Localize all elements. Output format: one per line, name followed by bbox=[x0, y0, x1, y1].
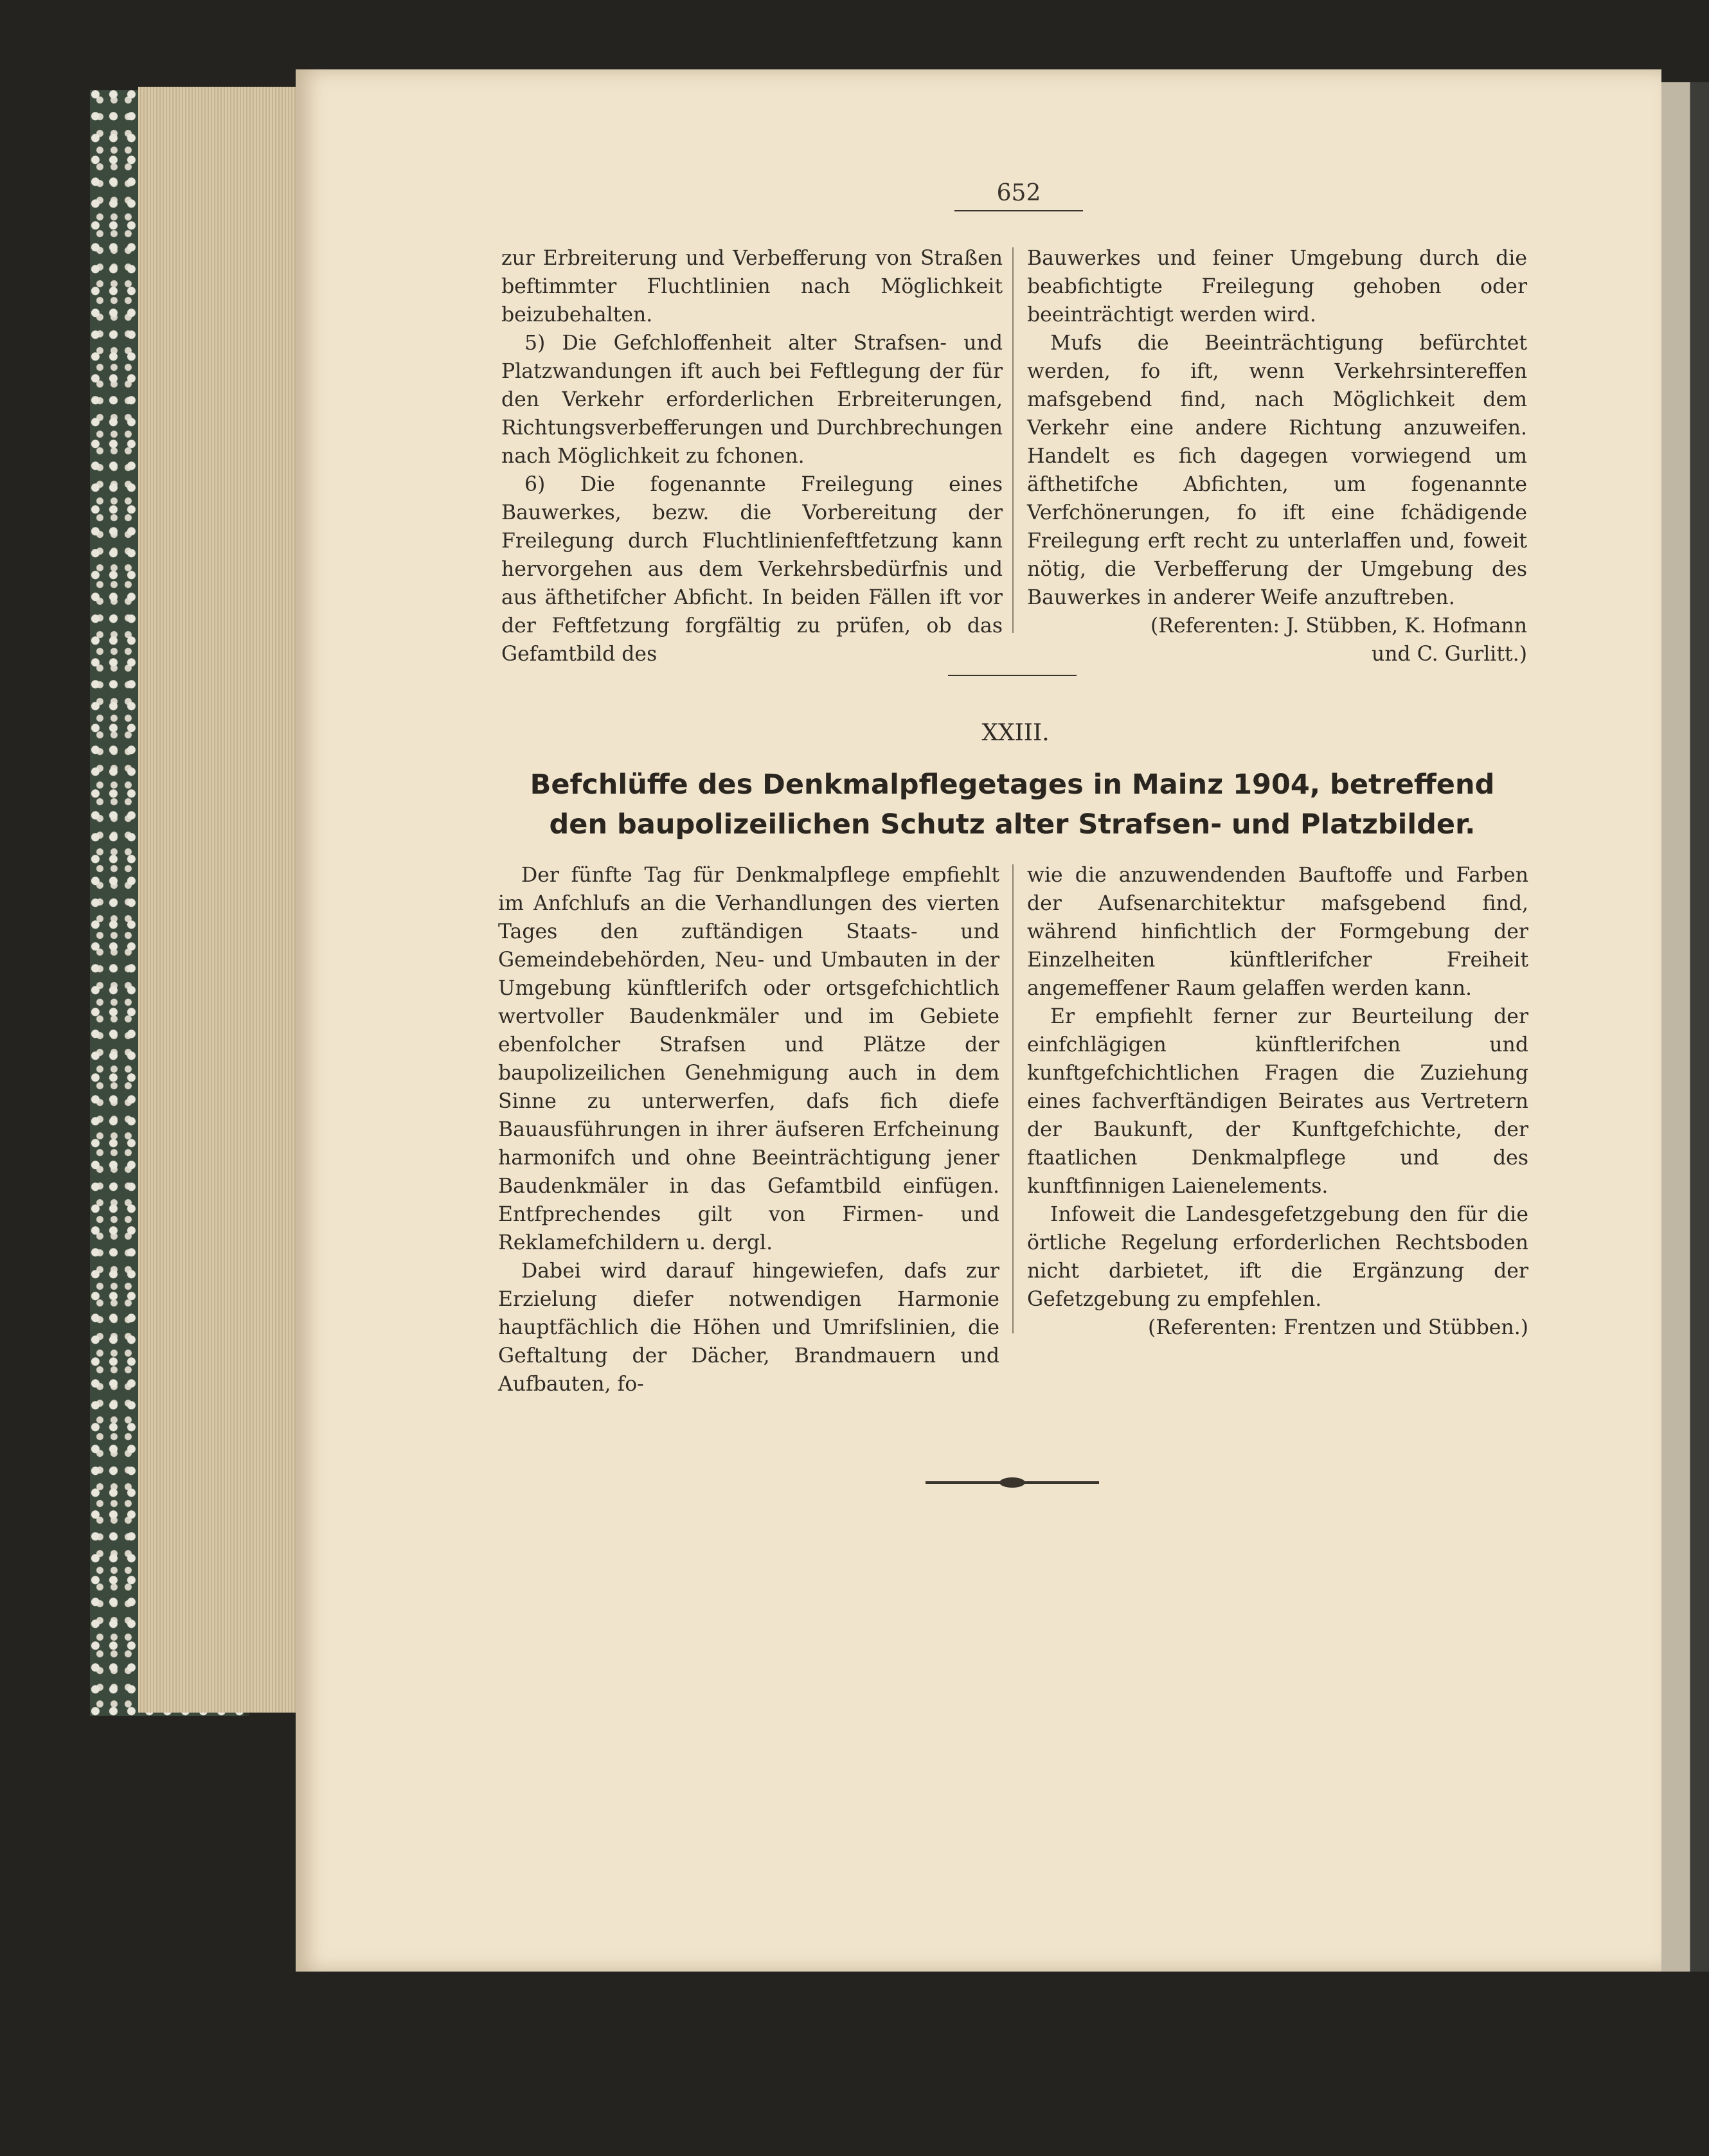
section-heading bbox=[488, 765, 1536, 844]
paragraph: 6) Die fogenannte Freilegung eines Bauwerkes, bezw. die Vorbereitung der Freilegung durch Fluchtlinienfeftfetzung kann hervorgehen aus dem Verkehrsbedürfnis und aus äfthetifcher Abficht. In beiden Fällen ift vor der Feftfetzung forgfältig zu prüfen, ob das Gefamtbild des bbox=[501, 473, 1003, 666]
page-number: 652 bbox=[954, 180, 1083, 211]
page-edges bbox=[138, 87, 299, 1713]
heading-line-1: Befchlüffe des Denkmalpflegetages in Mainz 1904, betreffend bbox=[530, 769, 1495, 801]
section-number: XXIII. bbox=[981, 720, 1050, 746]
paragraph: Bauwerkes und feiner Umgebung durch die beabfichtigte Freilegung gehoben oder beeinträchtigt werden wird. bbox=[1027, 247, 1527, 326]
column-divider bbox=[1012, 247, 1014, 633]
paragraph: und C. Gurlitt.) bbox=[1371, 643, 1527, 666]
column-3 bbox=[498, 861, 999, 1398]
column-1 bbox=[501, 244, 1003, 668]
column-2 bbox=[1027, 244, 1527, 668]
paragraph: wie die anzuwendenden Bauftoffe und Farben der Aufsenarchitektur mafsgebend find, während hinfichtlich der Formgebung der Einzelheiten künftlerifcher Freiheit angemeffener Raum gelaffen werden kann. bbox=[1027, 864, 1528, 1000]
paragraph: Der fünfte Tag für Denkmalpflege empfiehlt im Anfchlufs an die Verhandlungen des vierten Tages den zuftändigen Staats- und Gemeindebehörden, Neu- und Umbauten in der Umgebung künftlerifch oder ortsgefchichtlich wertvoller Baudenkmäler und im Gebiete ebenfolcher Strafsen und Plätze der baupolizeilichen Genehmigung auch in dem Sinne zu unterwerfen, dafs fich diefe Bauausführungen in ihrer äufseren Erfcheinung harmonifch und ohne Beeinträchtigung jener Baudenkmäler in das Gefamtbild einfügen. Entfprechendes gilt von Firmen- und Reklamefchildern u. dergl. bbox=[498, 864, 999, 1254]
paragraph: Er empfiehlt ferner zur Beurteilung der einfchlägigen künftlerifchen und kunftgefchichtlichen Fragen die Zuziehung eines fachverftändigen Beirates aus Vertretern der Baukunft, der Kunftgefchichte, der ftaatlichen Denkmalpflege und des kunftfinnigen Laienelements. bbox=[1027, 1005, 1528, 1198]
end-ornament bbox=[926, 1481, 1099, 1484]
facing-page-edge bbox=[1661, 82, 1709, 1972]
paragraph: (Referenten: Frentzen und Stübben.) bbox=[1147, 1316, 1528, 1339]
paragraph: Mufs die Beeinträchtigung befürchtet werden, fo ift, wenn Verkehrsintereffen mafsgebend find, nach Möglichkeit dem Verkehr eine andere Richtung anzuweifen. Handelt es fich dagegen vorwiegend um äfthetifche Abfichten, um fogenannte Verfchönerungen, fo ift eine fchädigende Freilegung erft recht zu unterlaffen und, foweit nötig, die Verbefferung der Umgebung des Bauwerkes in anderer Weife anzuftreben. bbox=[1027, 332, 1527, 609]
section-separator bbox=[948, 675, 1077, 676]
column-divider-2 bbox=[1012, 864, 1014, 1333]
paragraph: Infoweit die Landesgefetzgebung den für die örtliche Regelung erforderlichen Rechtsboden nicht darbietet, ift die Ergänzung der Gefetzgebung zu empfehlen. bbox=[1027, 1203, 1528, 1311]
paragraph: Dabei wird darauf hingewiefen, dafs zur Erzielung diefer notwendigen Harmonie hauptfächlich die Höhen und Umrifslinien, die Geftaltung der Dächer, Brandmauern und Aufbauten, fo- bbox=[498, 1260, 999, 1396]
paragraph: 5) Die Gefchloffenheit alter Strafsen- und Platzwandungen ift auch bei Feftlegung der für den Verkehr erforderlichen Erbreiterungen, Richtungsverbefferungen und Durchbrechungen nach Möglichkeit zu fchonen. bbox=[501, 332, 1003, 468]
paragraph: zur Erbreiterung und Verbefferung von Straßen beftimmter Fluchtlinien nach Möglichkeit beizubehalten. bbox=[501, 247, 1003, 326]
paragraph: (Referenten: J. Stübben, K. Hofmann bbox=[1150, 614, 1527, 637]
column-4 bbox=[1027, 861, 1528, 1342]
heading-line-2: den baupolizeilichen Schutz alter Strafsen- und Platzbilder. bbox=[549, 808, 1476, 841]
